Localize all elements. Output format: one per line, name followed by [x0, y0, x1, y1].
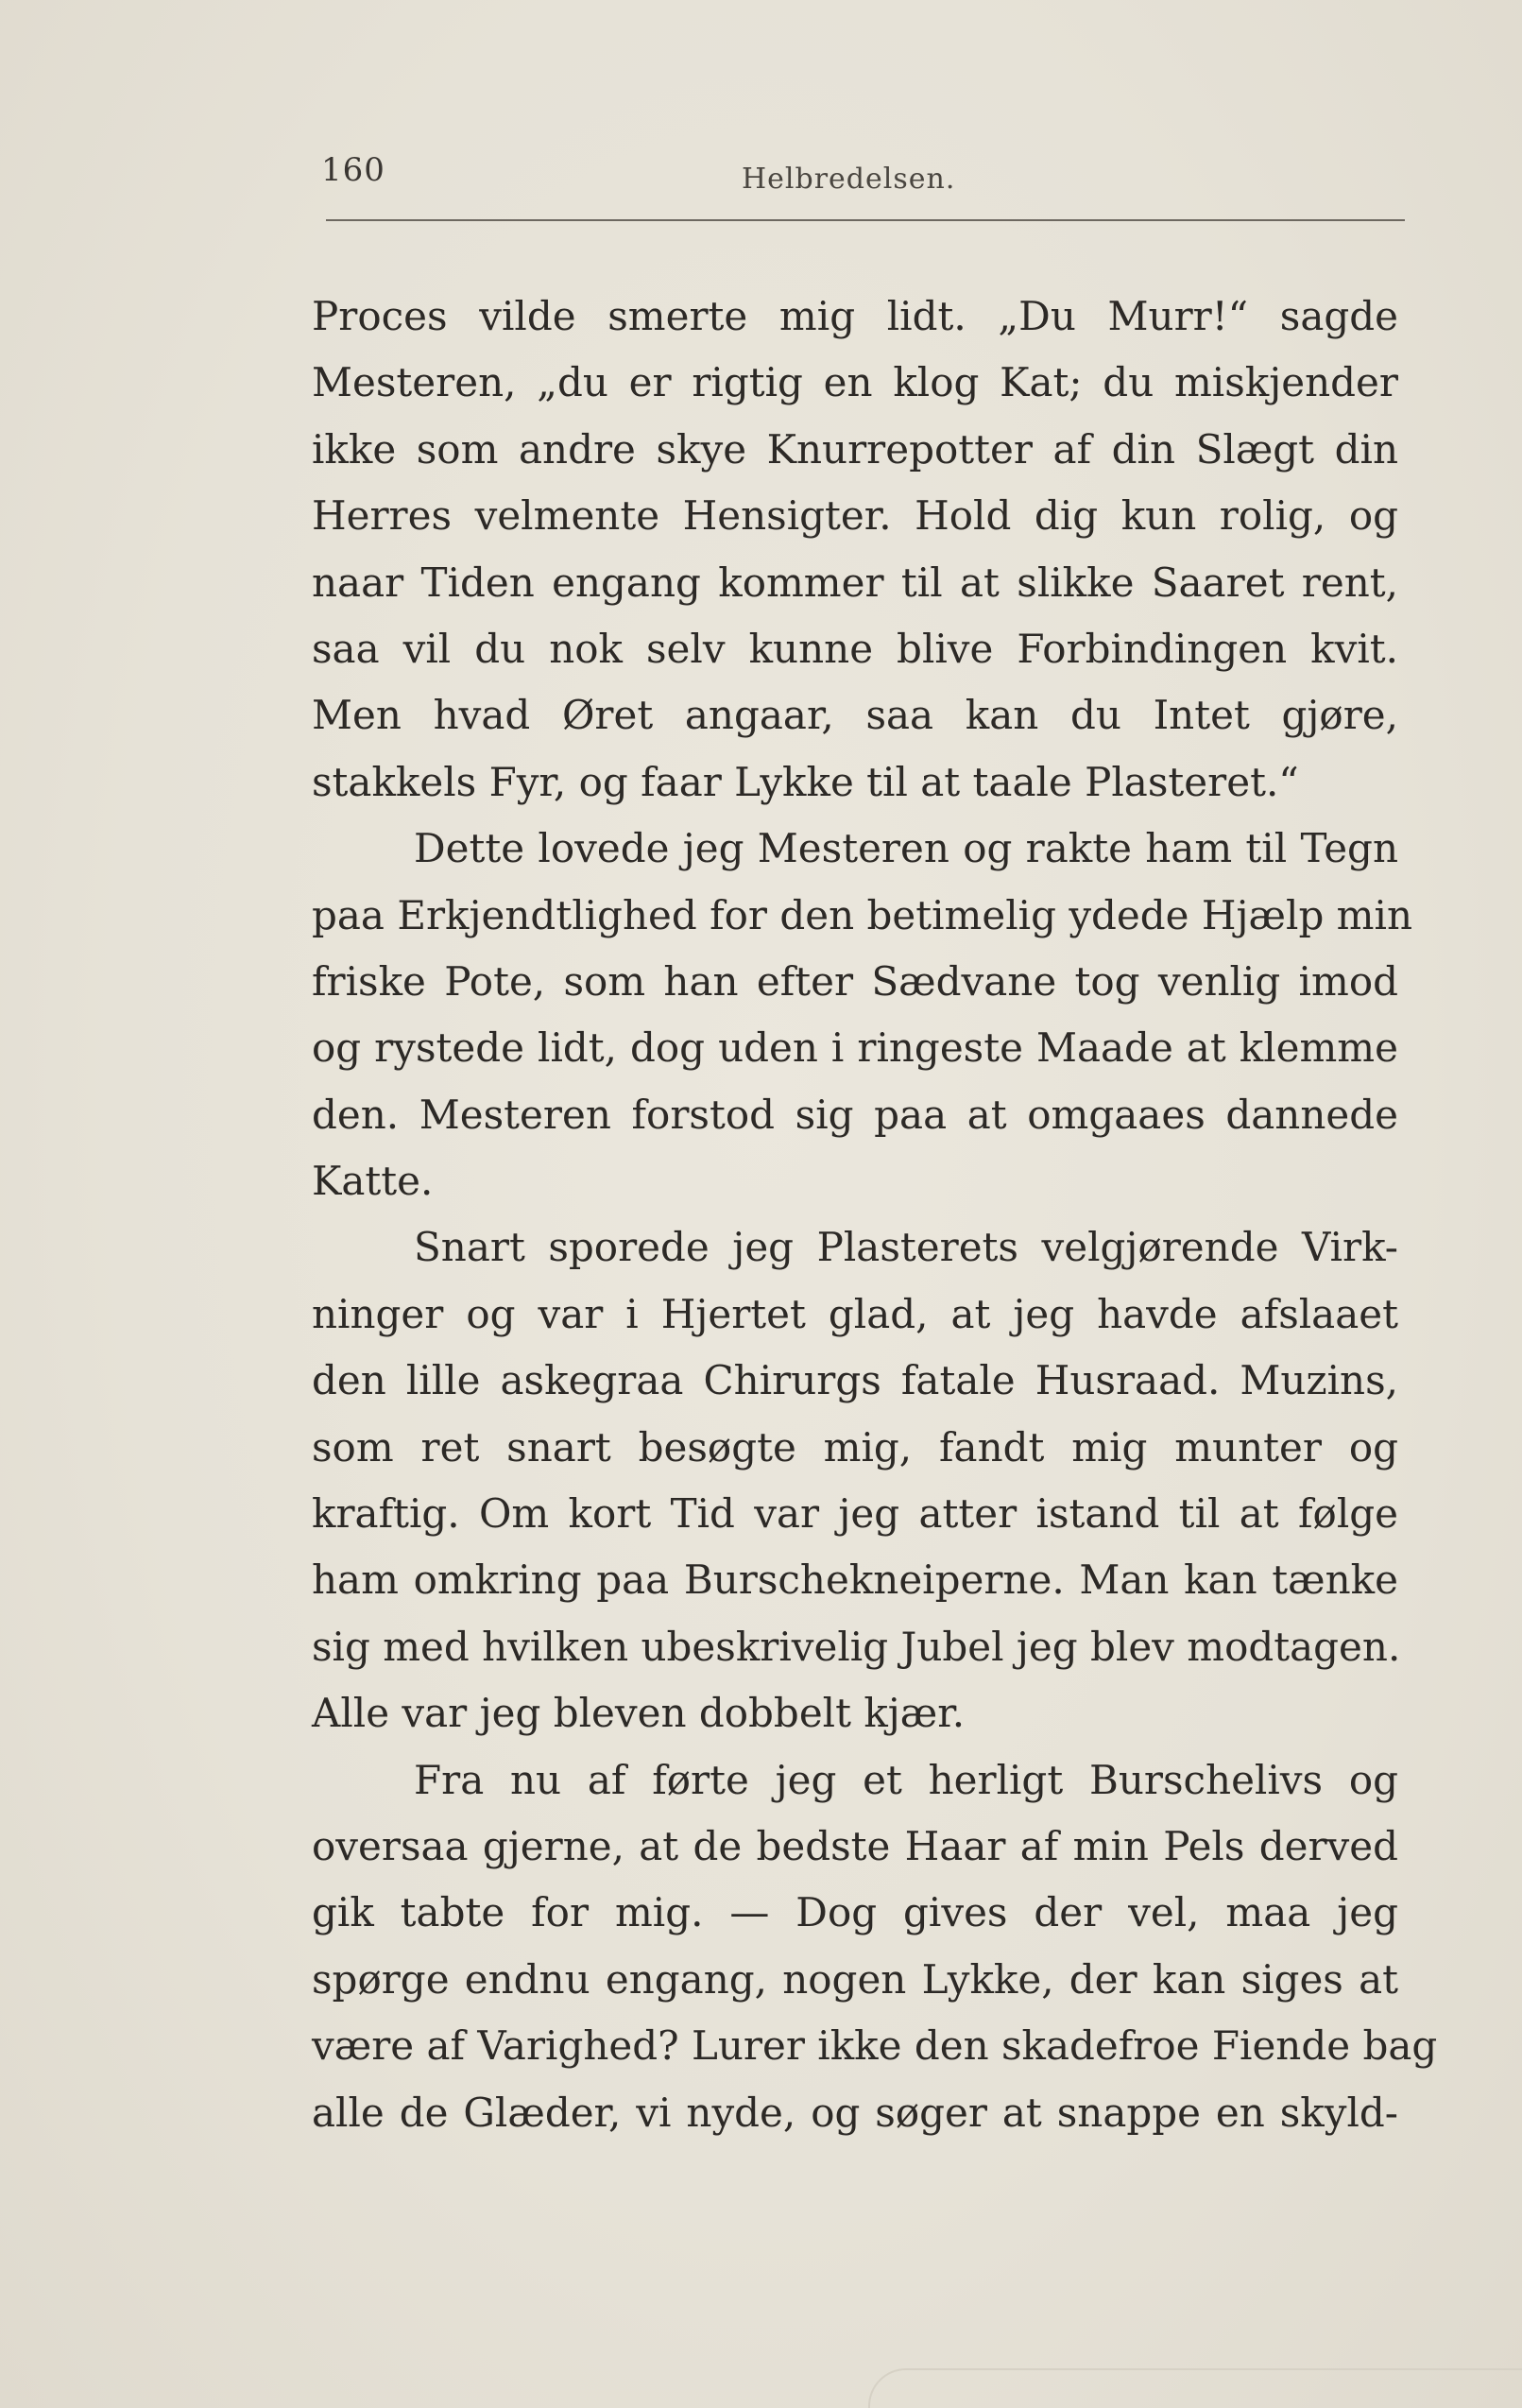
- text-line: være af Varighed? Lurer ikke den skadefroe Fiende bag: [312, 2022, 1438, 2070]
- text-line: friske Pote, som han efter Sædvane tog venlig imod: [312, 957, 1398, 1005]
- text-line: Herres velmente Hensigter. Hold dig kun rolig, og: [312, 492, 1398, 540]
- text-line: kraftig. Om kort Tid var jeg atter istand til at følge: [312, 1490, 1398, 1538]
- page-number: 160: [321, 151, 385, 189]
- text-line: stakkels Fyr, og faar Lykke til at taale Plasteret.“: [312, 758, 1299, 805]
- text-line: Fra nu af førte jeg et herligt Burschelivs og: [414, 1756, 1398, 1803]
- text-line: Mesteren, „du er rigtig en klog Kat; du miskjender: [312, 359, 1398, 406]
- text-line: naar Tiden engang kommer til at slikke Saaret rent,: [312, 559, 1398, 606]
- text-line: og rystede lidt, dog uden i ringeste Maade at klemme: [312, 1024, 1398, 1072]
- body-text: [312, 284, 1438, 2146]
- text-line: den. Mesteren forstod sig paa at omgaaes dannede: [312, 1091, 1398, 1138]
- text-line: alle de Glæder, vi nyde, og søger at snappe en skyld-: [312, 2089, 1398, 2136]
- page-edge-shadow: [868, 2368, 1522, 2408]
- text-line: Snart sporede jeg Plasterets velgjørende Virk-: [414, 1224, 1398, 1271]
- text-line: Proces vilde smerte mig lidt. „Du Murr!“ sagde: [312, 293, 1398, 339]
- text-line: sig med hvilken ubeskrivelig Jubel jeg blev modtagen.: [312, 1623, 1401, 1670]
- text-line: den lille askegraa Chirurgs fatale Husraad. Muzins,: [312, 1357, 1398, 1404]
- page-header: [321, 151, 1408, 208]
- text-line: Alle var jeg bleven dobbelt kjær.: [312, 1690, 966, 1737]
- text-line: ham omkring paa Burschekneiperne. Man kan tænke: [312, 1557, 1398, 1604]
- header-rule: [326, 219, 1405, 221]
- text-line: ikke som andre skye Knurrepotter af din Slægt din: [312, 425, 1398, 473]
- text-line: ninger og var i Hjertet glad, at jeg havde afslaaet: [312, 1290, 1398, 1337]
- running-title: Helbredelsen.: [742, 163, 956, 196]
- text-line: spørge endnu engang, nogen Lykke, der kan siges at: [312, 1955, 1398, 2003]
- text-line: Katte.: [312, 1158, 434, 1205]
- text-line: gik tabte for mig. — Dog gives der vel, maa jeg: [312, 1889, 1398, 1936]
- text-line: som ret snart besøgte mig, fandt mig munter og: [312, 1423, 1398, 1471]
- text-line: Men hvad Øret angaar, saa kan du Intet gjøre,: [312, 692, 1398, 739]
- text-line: saa vil du nok selv kunne blive Forbindingen kvit.: [312, 625, 1398, 672]
- text-line: Dette lovede jeg Mesteren og rakte ham til Tegn: [414, 825, 1398, 872]
- text-line: paa Erkjendtlighed for den betimelig ydede Hjælp min: [312, 891, 1412, 938]
- text-line: oversaa gjerne, at de bedste Haar af min Pels derved: [312, 1822, 1398, 1869]
